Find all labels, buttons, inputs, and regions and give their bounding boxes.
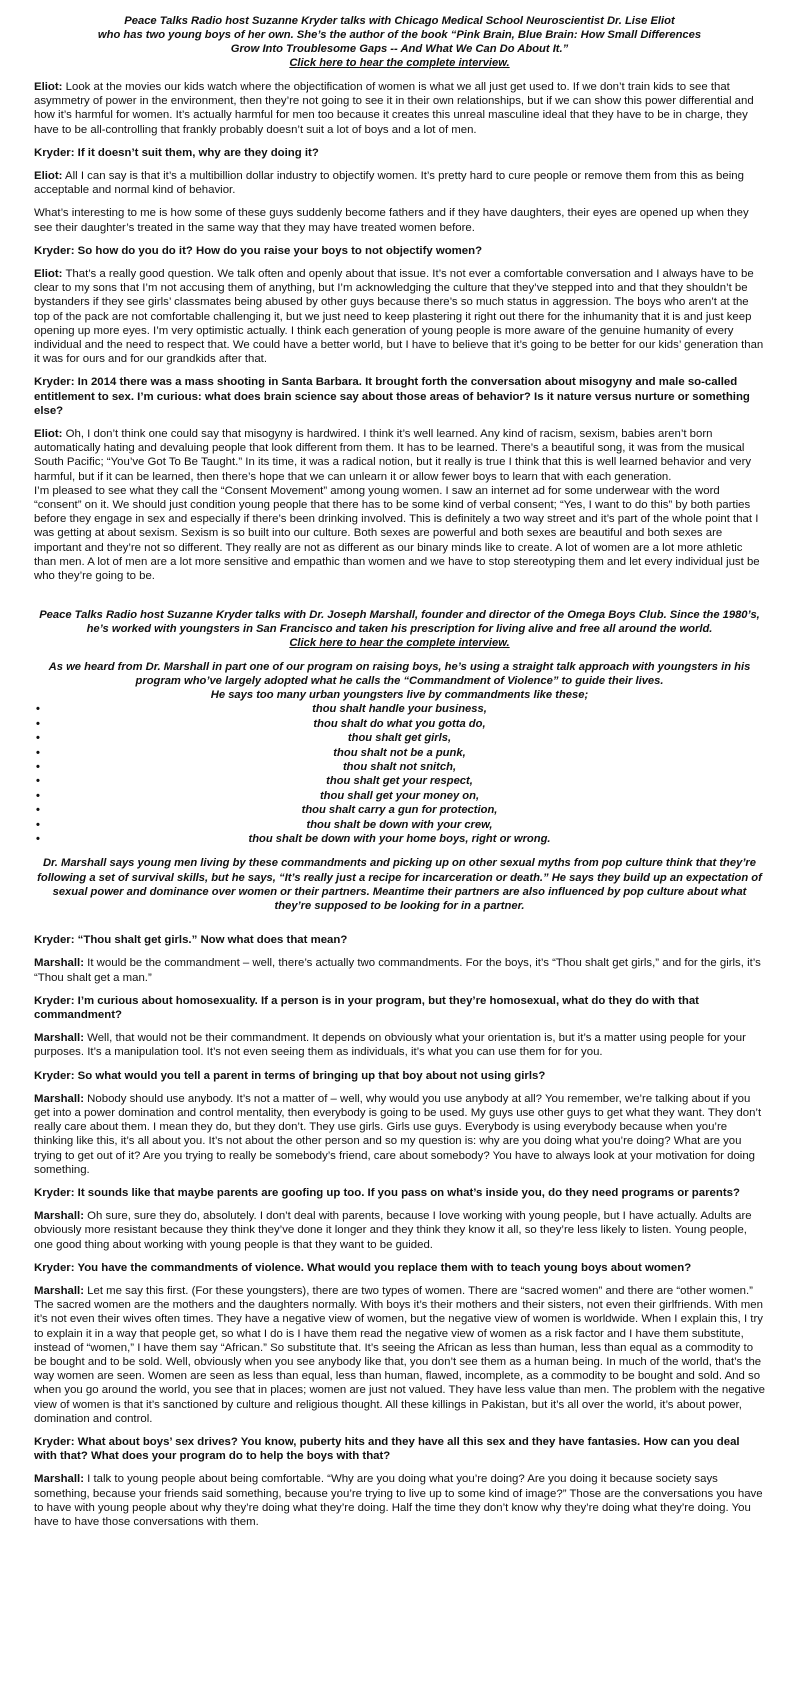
speech-text: Let me say this first. (For these youngsters), there are two types of women. There are “sacred women” and there are “other women.” The sacred women are the mothers and the daughters normally. With boys it’s their mothers and their sisters, not even their girlfriends. With men it’s not even their wives often times. They have a negative view of women, but the negative view of women is worldwide. When I explain this, I try to explain it in a way that people get, so what I do is I have them read the negative view of women as a risk factor and I have them substitute, instead of “women,” I have them say “African.” So substitute that. It’s seeing the African as less than human, less than equal as a commodity to be bought and to be sold. Well, obviously when you see anybody like that, you don’t see them as a human being. In much of the world, that’s the way women are seen. Women are seen as less than equal, less than human, flawed, incomplete, as a commodity to be bought and sold. And so when you go around the world, you see that in places; women are just not valued. They have less value than men. The problem with the negative view of women is that it’s sanctioned by culture and religious thought. All these killings in Pakistan, but it’s all over the world, it’s about power, domination and control.	[34, 1285, 765, 1425]
commandment-text: thou shalt not be a punk,	[333, 746, 466, 759]
interviewee-answer	[34, 956, 765, 984]
commandment-text: thou shalt carry a gun for protection,	[301, 804, 498, 817]
bullet-icon: •	[36, 703, 40, 716]
interviewer-question	[34, 146, 765, 160]
eliot-interview-intro	[34, 14, 765, 70]
interviewee-answer	[34, 267, 765, 366]
commandment-text: thou shalt handle your business,	[312, 703, 487, 716]
intro-line: Peace Talks Radio host Suzanne Kryder talks with Dr. Joseph Marshall, founder and director of the Omega Boys Club. Since the 1980’s,	[39, 609, 760, 622]
speech-text: Nobody should use anybody. It’s not a matter of – well, why would you use anybody at all? You remember, we’re talking about if you get into a power domination and control mentality, then everybody is going to be used. My guys use other guys to get what they want. They don’t really care about them. I mean they do, but they don’t. They use girls. Girls use guys. Everybody is using everybody because when you’re thinking like this, it’s all about you. It’s not about the other person and so my question is: why are you doing what you’re doing? What are you trying to get out of it? Are you trying to really be somebody’s friend, care about somebody? You have to always look at your motivation for doing something.	[34, 1092, 762, 1176]
speaker-label: Kryder:	[34, 934, 75, 947]
speech-text: It sounds like that maybe parents are goofing up too. If you pass on what’s inside you, do they need programs or parents?	[74, 1187, 740, 1200]
speech-text: Well, that would not be their commandment. It depends on obviously what your orientation is, but it’s a matter using people for your purposes. It’s a manipulation tool. It’s not even seeing them as individuals, it’s what you can use them for for you.	[34, 1032, 746, 1059]
interviewee-answer	[34, 1209, 765, 1252]
speaker-label: Kryder:	[34, 244, 75, 257]
commandment-text: thou shalt do what you gotta do,	[313, 717, 486, 730]
bullet-icon: •	[36, 732, 40, 745]
speaker-label: Marshall:	[34, 957, 85, 970]
bullet-icon: •	[36, 775, 40, 788]
speech-text: Oh, I don’t think one could say that misogyny is hardwired. I think it’s well learned. Any kind of racism, sexism, babies aren’t born automatically hating and devaluing people that look different from them. It has to be learned. There’s a beautiful song, it was from the musical South Pacific; “You’ve Got To Be Taught.” In its time, it was a radical notion, but it really is true I think that this is well learned behavior and very harmful, but if it can be learned, then there’s hope that we can unlearn it or allow fewer boys to learn that with each generation.	[34, 428, 752, 483]
speaker-label: Marshall:	[34, 1032, 85, 1045]
intro-line: who has two young boys of her own. She’s the author of the book “Pink Brain, Blue Brain: How Small Differences	[97, 29, 702, 41]
transcript-paragraph	[34, 206, 765, 234]
interviewer-question	[34, 933, 765, 947]
speaker-label: Marshall:	[34, 1285, 85, 1298]
interviewer-question	[34, 1435, 765, 1463]
intro-line: he’s worked with youngsters in San Francisco and taken his prescription for living alive and free all around the world.	[86, 623, 713, 636]
speaker-label: Eliot:	[34, 268, 63, 281]
speech-text: Oh sure, sure they do, absolutely. I don’t deal with parents, because I love working with young people, but I have actually. Adults are obviously more resistant because they think they’ve done it longer and they think they know it all, so they’re less likely to listen. Young people, one good thing about working with young people is that they want to be guided.	[34, 1210, 752, 1251]
commandment-text: thou shalt get girls,	[347, 732, 452, 745]
bullet-icon: •	[36, 746, 40, 759]
speaker-label: Kryder:	[34, 1436, 75, 1449]
interviewee-answer	[34, 427, 765, 484]
commandment-item	[34, 832, 765, 846]
marshall-summary: Dr. Marshall says young men living by these commandments and picking up on other sexual myths from pop culture think that they’re following a set of survival skills, but he says, “It’s really just a recipe for incarceration or death.” He says they build up an expectation of sexual power and dominance over women or their partners. Meantime their partners are also influenced by pop culture about what they’re supposed to be looking for in a partner.	[37, 857, 762, 912]
bullet-icon: •	[36, 804, 40, 817]
interviewer-question	[34, 994, 765, 1022]
interviewer-question	[34, 1069, 765, 1083]
commandment-item	[34, 774, 765, 788]
intro-line: Peace Talks Radio host Suzanne Kryder talks with Chicago Medical School Neuroscientist Dr. Lise Eliot	[124, 15, 675, 27]
commandment-item	[34, 731, 765, 745]
interviewee-answer	[34, 1472, 765, 1529]
speech-text: Look at the movies our kids watch where the objectification of women is what we all just get used to. If we don’t train kids to see that asymmetry of power in the environment, then they’re not going to see it in their own relationships, but if we can show this power differential and how it’s harmful for women. It’s actually harmful for men too because it creates this unreal masculine ideal that they have to be in charge, they have to be all-controlling that frankly probably doesn’t suit a lot of boys and a lot of men.	[34, 81, 754, 136]
interviewee-answer	[34, 1284, 765, 1426]
lead-line: program who’ve largely adopted what he calls the “Commandment of Violence” to guide their lives.	[135, 675, 664, 688]
commandment-item	[34, 803, 765, 817]
commandments-lead	[34, 660, 765, 702]
speaker-label: Eliot:	[34, 428, 63, 441]
speech-text: If it doesn’t suit them, why are they doing it?	[74, 146, 319, 159]
interviewer-question	[34, 1186, 765, 1200]
bullet-icon: •	[36, 789, 40, 802]
speech-text: In 2014 there was a mass shooting in Santa Barbara. It brought forth the conversation about misogyny and male so-called entitlement to sex. I’m curious: what does brain science say about those areas of behavior? Is it nature versus nurture or something else?	[34, 376, 750, 417]
interviewee-answer	[34, 1092, 765, 1177]
speech-text: “Thou shalt get girls.” Now what does that mean?	[74, 934, 348, 947]
speech-text: You have the commandments of violence. What would you replace them with to teach young boys about women?	[74, 1261, 692, 1274]
commandment-item	[34, 789, 765, 803]
speech-text: I’m curious about homosexuality. If a person is in your program, but they’re homosexual, what do they do with that commandment?	[34, 994, 699, 1021]
speech-text: What about boys’ sex drives? You know, puberty hits and they have all this sex and they have fantasies. How can you deal with that? What does your program do to help the boys with that?	[34, 1436, 740, 1463]
intro-line: Grow Into Troublesome Gaps -- And What We Can Do About It.”	[230, 43, 569, 55]
commandments-list	[34, 702, 765, 846]
speaker-label: Kryder:	[34, 1261, 75, 1274]
speaker-label: Eliot:	[34, 170, 63, 183]
bullet-icon: •	[36, 760, 40, 773]
interviewer-question	[34, 244, 765, 258]
commandment-item	[34, 746, 765, 760]
speech-text: So what would you tell a parent in terms of bringing up that boy about not using girls?	[74, 1069, 546, 1082]
commandment-item	[34, 818, 765, 832]
speech-text: It would be the commandment – well, there’s actually two commandments. For the boys, it’s “Thou shalt get girls,” and for the girls, it’s “Thou shalt get a man.”	[34, 957, 761, 984]
speaker-label: Kryder:	[34, 1187, 75, 1200]
speaker-label: Kryder:	[34, 994, 75, 1007]
commandment-item	[34, 760, 765, 774]
commandment-text: thou shalt not snitch,	[342, 760, 457, 773]
bullet-icon: •	[36, 818, 40, 831]
eliot-interview-transcript	[34, 80, 765, 484]
speech-text: What’s interesting to me is how some of these guys suddenly become fathers and if they have daughters, their eyes are opened up when they see their daughter’s treated in the same way that they may have treated women before.	[34, 207, 749, 234]
speaker-label: Kryder:	[34, 376, 75, 389]
lead-line: He says too many urban youngsters live by commandments like these;	[210, 689, 589, 702]
interviewer-question	[34, 375, 765, 418]
speaker-label: Kryder:	[34, 1069, 75, 1082]
eliot-interview-link[interactable]: Click here to hear the complete interview.	[289, 57, 510, 69]
speaker-label: Eliot:	[34, 81, 63, 93]
bullet-icon: •	[36, 717, 40, 730]
lead-line: As we heard from Dr. Marshall in part one of our program on raising boys, he’s using a straight talk approach with youngsters in his	[48, 661, 751, 674]
speaker-label: Marshall:	[34, 1092, 85, 1105]
marshall-interview-link[interactable]: Click here to hear the complete interview.	[289, 637, 510, 650]
commandment-text: thou shall get your money on,	[319, 789, 480, 802]
speech-text: All I can say is that it’s a multibillion dollar industry to objectify women. It’s pretty hard to cure people or remove them from this as being acceptable and normal kind of behavior.	[34, 170, 744, 197]
speech-text: I talk to young people about being comfortable. “Why are you doing what you’re doing? Are you doing it because society says something, because your friends said something, because you’re trying to live up to some kind of image?” Those are the conversations you have to have with young people about why they’re doing what they’re doing. Half the time they don’t know why they’re doing what they’re doing. You have to have those conversations with them.	[34, 1473, 763, 1529]
commandment-item	[34, 702, 765, 716]
commandment-text: thou shalt get your respect,	[326, 775, 473, 788]
marshall-interview-transcript	[34, 933, 765, 1529]
commandment-text: thou shalt be down with your home boys, right or wrong.	[248, 832, 551, 845]
speech-text: That’s a really good question. We talk often and openly about that issue. It’s not ever a comfortable conversation and I always have to be clear to my sons that I’m not accusing them of anything, but I’m acknowledging the culture that they’ve stepped into and that they shouldn’t be bystanders if they see girls’ classmates being abused by other guys because there’s so much status in aggression. The boys who aren’t at the top of the pack are not comfortable challenging it, but we just need to keep plastering it right out there for the inhumanity that it is and just keep opening up more eyes. I’m very optimistic actually. I think each generation of young people is more aware of the genuine humanity of every individual and the need to respect that. We could have a better world, but I have to believe that it’s going to be better for our kids’ generation than it was for ours and for our grandkids after that.	[34, 268, 764, 366]
interviewer-question	[34, 1261, 765, 1275]
speaker-label: Marshall:	[34, 1473, 85, 1486]
interviewee-answer	[34, 1031, 765, 1059]
speaker-label: Kryder:	[34, 146, 75, 159]
bullet-icon: •	[36, 832, 40, 845]
speaker-label: Marshall:	[34, 1210, 85, 1223]
interviewee-answer	[34, 80, 765, 137]
commandment-item	[34, 717, 765, 731]
transcript-paragraph: I’m pleased to see what they call the “Consent Movement” among young women. I saw an internet ad for some underwear with the word “consent” on it. We should just condition young people that there has to be some kind of verbal consent; “Yes, I want to do this” by both parties before they engage in sex and especially if there’s been drinking involved. This is definitely a two way street and it’s part of the whole point that I was getting at about sexism. Sexism is so built into our culture. Both sexes are powerful and both sexes are beautiful and both sexes are important and they’re not so different. They really are not as different as our binary minds like to create. A lot of women are a lot more athletic than men. A lot of men are a lot more sensitive and empathic than women and we have to stop stereotyping them and let every individual just be who they’re going to be.	[34, 484, 760, 583]
commandment-text: thou shalt be down with your crew,	[306, 818, 493, 831]
interviewee-answer	[34, 169, 765, 197]
speech-text: So how do you do it? How do you raise your boys to not objectify women?	[74, 244, 483, 257]
marshall-interview-intro	[34, 608, 765, 650]
